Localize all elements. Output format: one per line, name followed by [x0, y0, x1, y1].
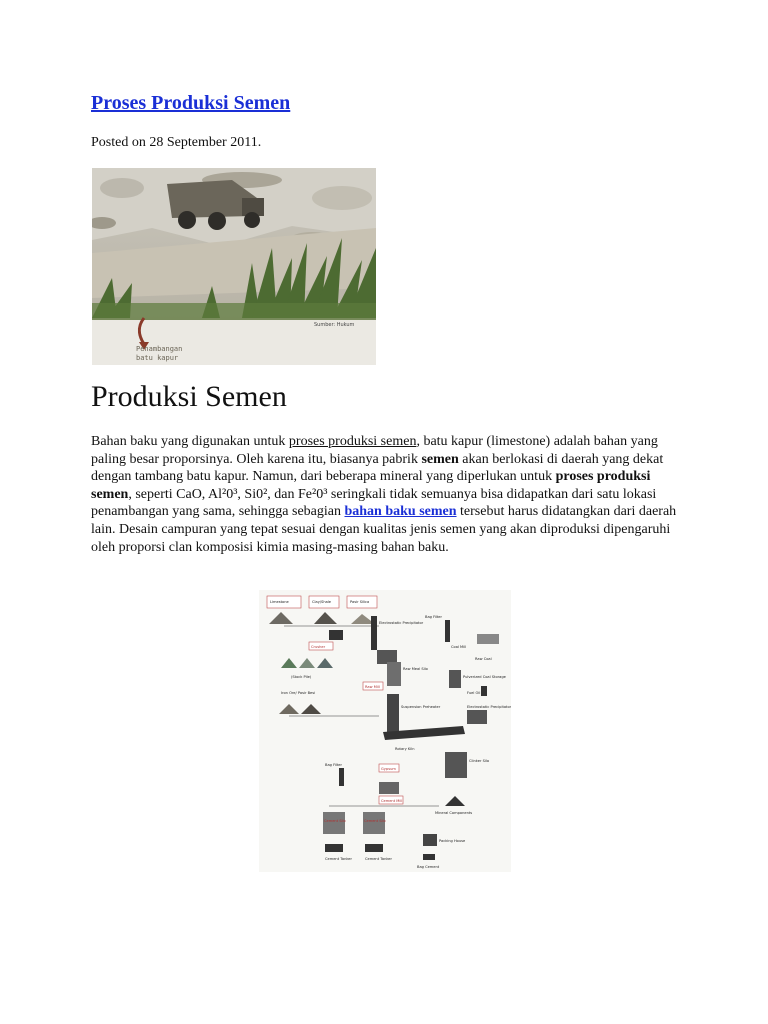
link-bahan-baku-semen[interactable]: bahan baku semen [344, 504, 457, 520]
article-heading: Produksi Semen [91, 380, 287, 413]
label-clinker: Clinker Silo [469, 759, 490, 763]
label-packing: Packing House [439, 839, 466, 843]
photo-caption [136, 345, 182, 363]
label-silica: Pasir Silica [350, 600, 370, 604]
link-proses-produksi-semen[interactable]: proses produksi semen [288, 434, 417, 449]
label-limestone: Limestone [270, 600, 289, 604]
label-rotarykiln: Rotary Kiln [395, 747, 415, 751]
label-mineral: Mineral Components [435, 811, 473, 815]
article-paragraph [91, 433, 681, 556]
label-rawcoal: Raw Coal [475, 657, 492, 661]
label-bagcement: Bag Cement [417, 865, 440, 869]
quarry-photo [92, 168, 376, 365]
bold-proses-produksi-semen: proses produksi semen [91, 469, 651, 502]
label-cementmill: Cement Mill [381, 799, 403, 803]
label-bagfilter2: Bag Filter [325, 763, 342, 767]
cement-process-diagram [259, 590, 511, 872]
label-tanker2: Cement Tanker [365, 857, 392, 861]
label-fueloil: Fuel Oil [467, 691, 481, 695]
label-rawmill: Raw Mill [365, 685, 380, 689]
post-date: Posted on 28 September 2011. [91, 135, 262, 150]
label-rawmeal: Raw Meal Silo [403, 667, 428, 671]
label-stockpile: (Stock Pile) [291, 675, 312, 679]
post-title-link[interactable]: Proses Produksi Semen [91, 92, 291, 114]
label-precipitator: Electrostatic Precipitator [379, 621, 424, 625]
label-tanker1: Cement Tanker [325, 857, 352, 861]
label-preheater: Suspension Preheater [401, 705, 441, 709]
label-clay: Clay/Shale [312, 600, 332, 604]
label-bagfilter: Bag Filter [425, 615, 442, 619]
label-cementsilo1: Cement Silo [324, 819, 346, 823]
p-text-1: Bahan baku yang digunakan untuk [91, 434, 289, 449]
p-text-2: , batu kapur (limestone) adalah bahan yang paling besar proporsinya. Oleh karena itu, biasanya pabrik [91, 434, 658, 467]
process-flow-graphic [259, 590, 511, 872]
label-gypsum: Gypsum [381, 767, 396, 771]
photo-caption-line1: Penambangan [136, 345, 183, 353]
photo-credit: Sumber: Hukum [314, 322, 355, 328]
bold-semen: semen [421, 451, 459, 467]
label-crusher: Crusher [311, 645, 326, 649]
photo-caption-line2: batu kapur [136, 354, 179, 362]
label-ironore: Iron Ore/ Pasir Besi [281, 691, 316, 695]
label-precip2: Electrostatic Precipitator [467, 705, 511, 709]
label-coalstorage: Pulverized Coal Storage [463, 675, 506, 679]
p-text-4: , seperti CaO, Al²0³, Si0², dan Fe²0³ seringkali tidak semuanya bisa didapatkan dari satu lokasi penambangan yang sama, sehingga sebagian [91, 486, 657, 520]
label-cementsilo2: Cement Silo [364, 819, 386, 823]
label-coalmill: Coal Mill [451, 645, 467, 649]
p-text-3: akan berlokasi di daerah yang dekat dengan tambang batu kapur. Namun, dari beberapa mineral yang diperlukan untuk [91, 451, 664, 485]
quarry-photo-graphic [92, 168, 376, 365]
p-text-5: tersebut harus didatangkan dari daerah lain. Desain campuran yang tepat sesuai dengan kualitas jenis semen yang akan diproduksi dipengaruhi oleh proporsi clan komposisi kimia masing-masing bahan baku. [91, 504, 677, 555]
